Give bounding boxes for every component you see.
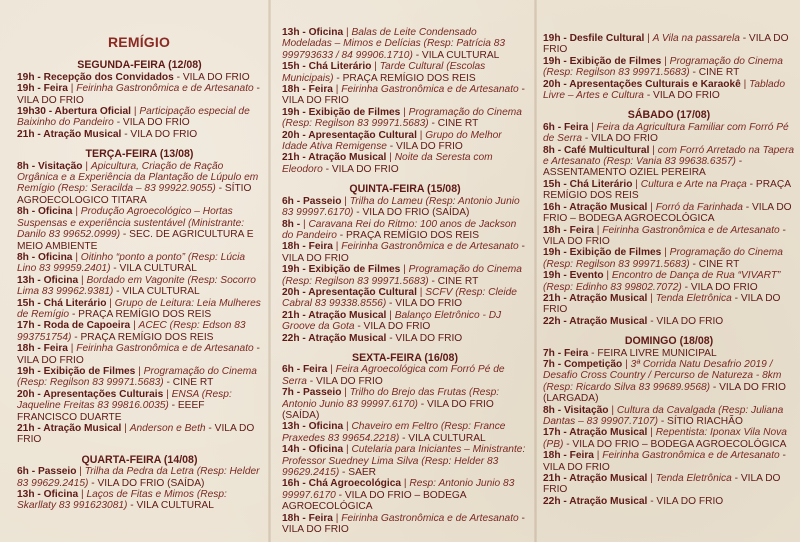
event-description: Laços de Fitas e Mimos (Resp: Skarllaty 83 991623081) (17, 489, 227, 512)
separator: | (332, 512, 342, 524)
event-item (17, 389, 262, 423)
schedule-column-2 (282, 0, 528, 542)
event-time-title: 18h - Feira (543, 450, 594, 462)
event-location: - VILA DO FRIO (543, 473, 781, 496)
event-item (282, 27, 528, 61)
event-time-title: 21h - Atração Musical (543, 473, 648, 485)
separator: | (608, 404, 617, 416)
event-location: - PRAÇA REMÍGIO DOS REIS (69, 308, 212, 320)
event-time-title: 20h - Apresentação Cultural (282, 286, 417, 298)
event-location: - VILA DO FRIO (17, 423, 255, 446)
event-item (17, 252, 262, 275)
event-time-title: 22h - Atração Musical (543, 315, 648, 327)
event-description: ENSA (Resp: Jaqueline Freitas 83 99816.0035) (17, 388, 232, 412)
separator: | (603, 270, 612, 282)
event-location: - SÍTIO RIACHÃO (657, 416, 743, 427)
event-location: - VILA DO FRIO – BODEGA AGROECOLÓGICA (282, 489, 467, 513)
separator: | (593, 450, 603, 462)
event-location: - VILA DO FRIO (17, 343, 260, 366)
event-time-title: 19h - Desfile Cultural (543, 33, 645, 44)
event-time-title: 7h - Feira (543, 347, 589, 359)
event-location: - ASSENTAMENTO OZIEL PEREIRA (543, 156, 743, 179)
event-description: Tablado Livre – Artes e Cultura (543, 78, 785, 102)
event-description: Trilha da Pedra da Letra (Resp: Helder 83 99629.2415) (17, 466, 260, 489)
separator: | (647, 427, 656, 439)
separator: | (82, 160, 91, 172)
event-item (282, 478, 528, 512)
event-item (543, 270, 795, 293)
separator: | (416, 286, 426, 298)
event-location: - VILA CULTURAL (110, 263, 197, 275)
event-description: Encontro de Dança de Rua “VIVART” (Resp: Edinho 83 99802.7072) (543, 270, 781, 293)
event-time-title: 19h - Exibição de Filmes (282, 106, 401, 118)
event-item (17, 83, 262, 106)
event-location: - VILA DO FRIO (354, 321, 431, 333)
separator: | (371, 61, 380, 73)
separator: | (740, 78, 750, 90)
event-item (17, 489, 262, 512)
event-time-title: 16h - Atração Musical (543, 201, 648, 213)
event-description: SCFV (Resp: Cleide Cabral 83 99338.8556) (282, 286, 517, 310)
event-item (282, 61, 528, 84)
separator: | (131, 106, 140, 118)
event-description: 3ª Corrida Natu Desafrio 2019 / Desafio Cross Country / Percurso de Natureza - 8km (Resp: Ricardo Silva 83 99689.9568) (543, 358, 782, 393)
event-description: Grupo do Melhor Idade Ativa Remigense (282, 129, 502, 153)
event-location: - VILA DO FRIO (386, 298, 463, 310)
event-location: - SEC. DE AGRICULTURA E MEIO AMBIENTE (17, 229, 254, 252)
event-item (543, 247, 795, 270)
event-description: Feira Agroecológica com Forró Pé de Serra (282, 364, 505, 387)
separator: | (588, 121, 597, 133)
event-location: - PRAÇA REMÍGIO DOS REIS (336, 229, 480, 241)
event-location: - VILA DO FRIO (17, 83, 260, 106)
event-time-title: 13h - Oficina (17, 274, 79, 286)
event-time-title: 18h - Feira (17, 343, 68, 355)
event-item (543, 316, 795, 327)
event-location: - VILA DO FRIO (647, 315, 724, 327)
event-description: Produção Agroecológico – Hortas Suspensas e experiência sustentável (Ministrante: Danilo 83 99652.0999) (17, 206, 245, 241)
event-time-title: 13h - Oficina (17, 489, 79, 501)
event-time-title: 19h - Feira (17, 83, 68, 95)
separator: | (416, 129, 426, 141)
event-description: Apicultura, Criação de Ração Orgânica e a Experiência da Plantação de Lúpulo em Remígio (Resp: Seracilda – 83 99922.9055) (17, 160, 259, 195)
event-item (282, 219, 528, 242)
event-location: - VILA DO FRIO (113, 117, 190, 129)
event-time-title: 20h - Apresentações Culturais (17, 388, 164, 400)
event-time-title: 19h - Exibição de Filmes (543, 55, 662, 67)
event-time-title: 6h - Feira (543, 121, 589, 133)
event-location: - VILA DO FRIO (543, 292, 781, 316)
separator: | (343, 444, 352, 456)
separator: | (649, 144, 658, 156)
separator: | (647, 292, 656, 304)
event-item (543, 225, 795, 248)
event-location: - VILA DO FRIO – BODEGA AGROECOLÓGICA (563, 438, 787, 450)
event-item (282, 387, 528, 421)
event-description: Feirinha Gastronômica e de Artesanato (341, 84, 519, 96)
event-item (282, 333, 528, 344)
event-description: Balanço Eletrônico - DJ Groove da Gota (282, 309, 502, 333)
event-item (17, 106, 262, 129)
event-item (17, 161, 262, 207)
event-item (543, 473, 795, 496)
event-location: - VILA DO FRIO (543, 224, 786, 247)
event-description: Bordado em Vagonite (Resp: Socorro Lima 83 99962.9381) (17, 274, 256, 298)
event-item (17, 343, 262, 366)
separator: | (121, 423, 130, 434)
day-heading: SEGUNDA-FEIRA (12/08) (77, 59, 202, 72)
event-location: - VILA DO FRIO (322, 163, 399, 175)
event-description: Programação do Cinema (Resp: Regilson 83 99971.5683) (17, 365, 257, 389)
event-time-title: 22h - Atração Musical (282, 332, 387, 344)
event-time-title: 15h - Chá Literário (543, 178, 633, 190)
event-time-title: 19h - Exibição de Filmes (17, 365, 136, 377)
separator: | (400, 264, 409, 276)
event-location: - VILA DO FRIO (643, 90, 720, 102)
separator: | (341, 387, 350, 399)
event-location: - CINE RT (689, 258, 740, 270)
event-time-title: 19h - Recepção dos Convidados (17, 71, 174, 83)
day-heading: DOMINGO (18/08) (624, 335, 714, 348)
city-heading: REMÍGIO (108, 34, 171, 50)
event-item (17, 275, 262, 298)
event-item (17, 466, 262, 489)
separator: | (647, 201, 656, 213)
event-item (17, 298, 262, 321)
event-item (543, 496, 795, 507)
separator: | (386, 309, 395, 321)
event-location: - VILA DO FRIO – BODEGA AGROECOLÓGICA (543, 201, 792, 225)
event-time-title: 13h - Oficina (282, 421, 344, 433)
event-description: Resp: Antonio Junio 83 99997.6170 (282, 478, 515, 501)
event-location: - CINE RT (428, 275, 479, 287)
separator: | (332, 84, 342, 96)
event-location: - VILA DO FRIO (681, 281, 758, 293)
event-item (543, 359, 795, 405)
event-location: - VILA CULTURAL (412, 49, 500, 61)
event-item (282, 287, 528, 310)
event-description: Programação do Cinema (Resp: Regilson 83 99971.5683) (282, 106, 522, 130)
separator: | (593, 224, 603, 236)
event-location: - VILA DO FRIO (SAÍDA) (353, 207, 470, 219)
separator: | (106, 297, 115, 309)
event-time-title: 8h - (282, 218, 303, 230)
event-time-title: 17h - Atração Musical (543, 427, 648, 439)
event-time-title: 19h - Exibição de Filmes (543, 247, 662, 259)
event-description: Feirinha Gastronômica e de Artesanato (76, 83, 254, 95)
separator: | (327, 364, 336, 376)
separator: | (332, 241, 342, 253)
event-time-title: 19h - Exibição de Filmes (282, 264, 401, 276)
event-item (282, 444, 528, 478)
event-time-title: 8h - Oficina (17, 251, 73, 263)
event-item (282, 364, 528, 387)
event-location: - VILA DO FRIO (SAÍDA) (88, 477, 205, 489)
event-time-title: 21h - Atração Musical (282, 152, 387, 164)
event-time-title: 7h - Competição (543, 358, 623, 370)
event-description: Programação do Cinema (Resp: Regilson 83 99971.5683) (282, 264, 522, 287)
event-item (282, 513, 528, 536)
event-description: Feirinha Gastronômica e de Artesanato (341, 241, 519, 253)
event-location: - FEIRA LIVRE MUNICIPAL (588, 347, 717, 359)
event-time-title: 15h - Chá Literário (17, 297, 107, 309)
event-location: - PRAÇA REMÍGIO DOS REIS (333, 72, 476, 84)
event-time-title: 8h - Visitação (17, 160, 83, 172)
event-time-title: 18h - Feira (282, 241, 333, 253)
schedule-column-3 (543, 0, 795, 542)
separator: | (644, 33, 653, 44)
event-time-title: 22h - Atração Musical (543, 495, 648, 507)
separator: | (400, 106, 409, 118)
event-item (17, 206, 262, 252)
event-description: Chaveiro em Feltro (Resp: France Praxedes 83 99654.2218) (282, 421, 506, 444)
event-time-title: 8h - Café Multicultural (543, 144, 650, 156)
event-item (17, 423, 262, 446)
event-location: - VILA CULTURAL (399, 432, 486, 444)
event-time-title: 21h - Atração Musical (17, 128, 122, 140)
event-description: Programação do Cinema (Resp: Regilson 83 99971.5683) (543, 55, 783, 79)
event-item (282, 421, 528, 444)
day-heading: TERÇA-FEIRA (13/08) (85, 148, 194, 161)
event-item (17, 366, 262, 389)
event-item (17, 72, 262, 83)
event-time-title: 20h - Apresentações Culturais e Karaokê (543, 78, 741, 90)
event-location: - PRAÇA REMÍGIO DOS REIS (543, 178, 791, 202)
event-description: Participação especial de Baixinho do Pandeiro (17, 106, 250, 129)
event-location: - VILA DO FRIO (282, 84, 525, 107)
event-item (543, 122, 795, 145)
separator: | (343, 421, 352, 433)
day-heading: QUARTA-FEIRA (14/08) (81, 453, 198, 466)
separator: | (302, 218, 309, 230)
event-item (282, 241, 528, 264)
event-location: - VILA DO FRIO (386, 141, 463, 153)
event-item (282, 196, 528, 219)
event-time-title: 21h - Atração Musical (282, 309, 387, 321)
event-location: - CINE RT (163, 377, 214, 389)
event-location: - VILA DO FRIO (173, 71, 250, 83)
event-item (282, 84, 528, 107)
event-description: Forró da Farinhada (655, 201, 743, 213)
event-description: Repentista: Iponax Vila Nova (PB) (543, 427, 787, 450)
event-time-title: 14h - Oficina (282, 444, 344, 456)
event-location: - VILA DO FRIO (282, 512, 525, 536)
event-time-title: 21h - Atração Musical (17, 423, 122, 434)
event-time-title: 18h - Feira (543, 224, 594, 236)
separator: | (343, 27, 352, 38)
event-time-title: 6h - Passeio (17, 466, 77, 478)
event-location: - VILA DO FRIO (LARGADA) (543, 381, 786, 405)
event-time-title: 19h30 - Abertura Oficial (17, 106, 131, 118)
separator: | (647, 473, 656, 485)
separator: | (130, 320, 139, 332)
event-time-title: 18h - Feira (282, 512, 333, 524)
separator: | (67, 343, 77, 355)
separator: | (632, 178, 641, 190)
event-description: Trilho do Brejo das Frutas (Resp: Antonio Junio 83 99997.6170) (282, 387, 500, 410)
event-location: - VILA DO FRIO (282, 241, 525, 264)
event-time-title: 8h - Oficina (17, 206, 73, 218)
event-item (17, 129, 262, 140)
event-description: Tenda Eletrônica (655, 292, 732, 304)
event-item (543, 293, 795, 316)
event-description: Balas de Leite Condensado Modeladas – Mimos e Delícias (Resp: Patrícia 83 999793633 / 84 99906.1710) (282, 27, 506, 61)
event-time-title: 19h - Evento (543, 270, 604, 282)
event-location: - VILA DO FRIO (121, 128, 198, 140)
event-item (282, 130, 528, 153)
separator: | (72, 251, 81, 263)
event-item (543, 33, 795, 56)
event-description: A Vila na passarela (652, 33, 740, 44)
event-description: Caravana Rei do Ritmo: 100 anos de Jackson do Pandeiro (282, 218, 517, 241)
event-location: - VILA CULTURAL (113, 286, 200, 298)
column-divider (534, 0, 537, 542)
event-item (543, 348, 795, 359)
event-item (282, 264, 528, 287)
schedule-column-1 (17, 0, 262, 542)
event-description: Cultura e Arte na Praça (640, 178, 747, 190)
event-time-title: 13h - Oficina (282, 27, 344, 38)
day-heading: SEXTA-FEIRA (16/08) (352, 351, 458, 364)
event-item (543, 179, 795, 202)
separator: | (78, 489, 87, 501)
event-location: - VILA DO FRIO (647, 495, 724, 507)
event-time-title: 6h - Passeio (282, 195, 342, 207)
separator: | (78, 274, 87, 286)
event-time-title: 21h - Atração Musical (543, 292, 648, 304)
separator: | (163, 388, 172, 400)
event-time-title: 6h - Feira (282, 364, 328, 376)
event-description: Feirinha Gastronômica e de Artesanato (602, 450, 780, 462)
event-location: - SAER (339, 467, 377, 479)
event-item (282, 152, 528, 175)
event-location: - VILA DO FRIO (306, 375, 383, 387)
event-item (282, 310, 528, 333)
event-description: Trilha do Lameu (Resp: Antonio Junio 83 99997.6170) (282, 195, 520, 219)
event-time-title: 7h - Passeio (282, 387, 342, 399)
event-item (543, 202, 795, 225)
event-location: - VILA DO FRIO (SAÍDA) (282, 398, 494, 421)
day-heading: QUINTA-FEIRA (15/08) (349, 183, 461, 196)
event-description: Feirinha Gastronômica e de Artesanato (341, 512, 519, 524)
event-location: - VILA CULTURAL (127, 500, 214, 512)
event-description: Feirinha Gastronômica e de Artesanato (76, 343, 254, 355)
event-description: Oitinho “ponto a ponto” (Resp: Lúcia Lino 83 99959.2401) (17, 251, 246, 275)
event-location: - VILA DO FRIO (386, 332, 463, 344)
day-heading: SÁBADO (17/08) (627, 109, 711, 122)
separator: | (135, 365, 144, 377)
separator: | (622, 358, 631, 370)
event-location: - SÍTIO AGROECOLOGICO TITARA (17, 183, 252, 206)
separator: | (67, 83, 77, 95)
separator: | (661, 55, 670, 67)
event-item (543, 56, 795, 79)
event-location: - CINE RT (689, 67, 740, 79)
separator: | (386, 152, 395, 164)
event-item (17, 320, 262, 343)
event-description: Noite da Seresta com Eleodoro (282, 152, 493, 175)
event-description: Grupo de Leitura: Leia Mulheres de Remígio (17, 297, 261, 320)
event-item (282, 107, 528, 130)
event-time-title: 18h - Feira (282, 84, 333, 96)
event-location: - EEEF FRANCISCO DUARTE (17, 400, 205, 423)
event-location: - PRAÇA REMÍGIO DOS REIS (71, 331, 214, 343)
event-time-title: 15h - Chá Literário (282, 61, 372, 73)
event-description: Programação do Cinema (Resp: Regilson 83 99971.5683) (543, 247, 783, 270)
event-description: Cutelaria para Iniciantes – Ministrante: Professor Suedney Lima Silva (Resp: Helder 83 99629.2415) (282, 444, 526, 479)
event-time-title: 16h - Chá Agroecológica (282, 478, 402, 490)
event-description: Feira da Agricultura Familiar com Forró Pé de Serra (543, 121, 789, 145)
event-location: - VILA DO FRIO (543, 450, 786, 473)
event-description: Feirinha Gastronômica e de Artesanato (602, 224, 780, 236)
event-item (543, 427, 795, 450)
column-divider (268, 0, 271, 542)
event-description: Tarde Cultural (Escolas Municipais) (282, 61, 486, 84)
separator: | (661, 247, 670, 259)
separator: | (72, 206, 81, 218)
event-location: - CINE RT (428, 118, 479, 130)
event-time-title: 17h - Roda de Capoeira (17, 320, 131, 332)
event-time-title: 20h - Apresentação Cultural (282, 129, 417, 141)
separator: | (401, 478, 410, 490)
event-item (543, 79, 795, 102)
event-description: Cultura da Cavalgada (Resp: Juliana Dantas – 83 99907.7107) (543, 404, 784, 427)
event-location: - VILA DO FRIO (543, 33, 789, 56)
event-item (543, 450, 795, 473)
event-time-title: 8h - Visitação (543, 404, 609, 416)
event-description: ACEC (Resp: Edson 83 993751754) (17, 320, 246, 343)
event-description: Anderson e Beth (129, 423, 206, 434)
event-item (543, 405, 795, 428)
separator: | (76, 466, 85, 478)
event-description: Tenda Eletrônica (655, 473, 732, 485)
event-location: - VILA DO FRIO (582, 133, 658, 145)
separator: | (341, 195, 350, 207)
event-description: com Forró Arretado na Tapera e Artesanato (Resp: Vania 83 99638.6357) (543, 144, 795, 168)
event-item (543, 145, 795, 179)
